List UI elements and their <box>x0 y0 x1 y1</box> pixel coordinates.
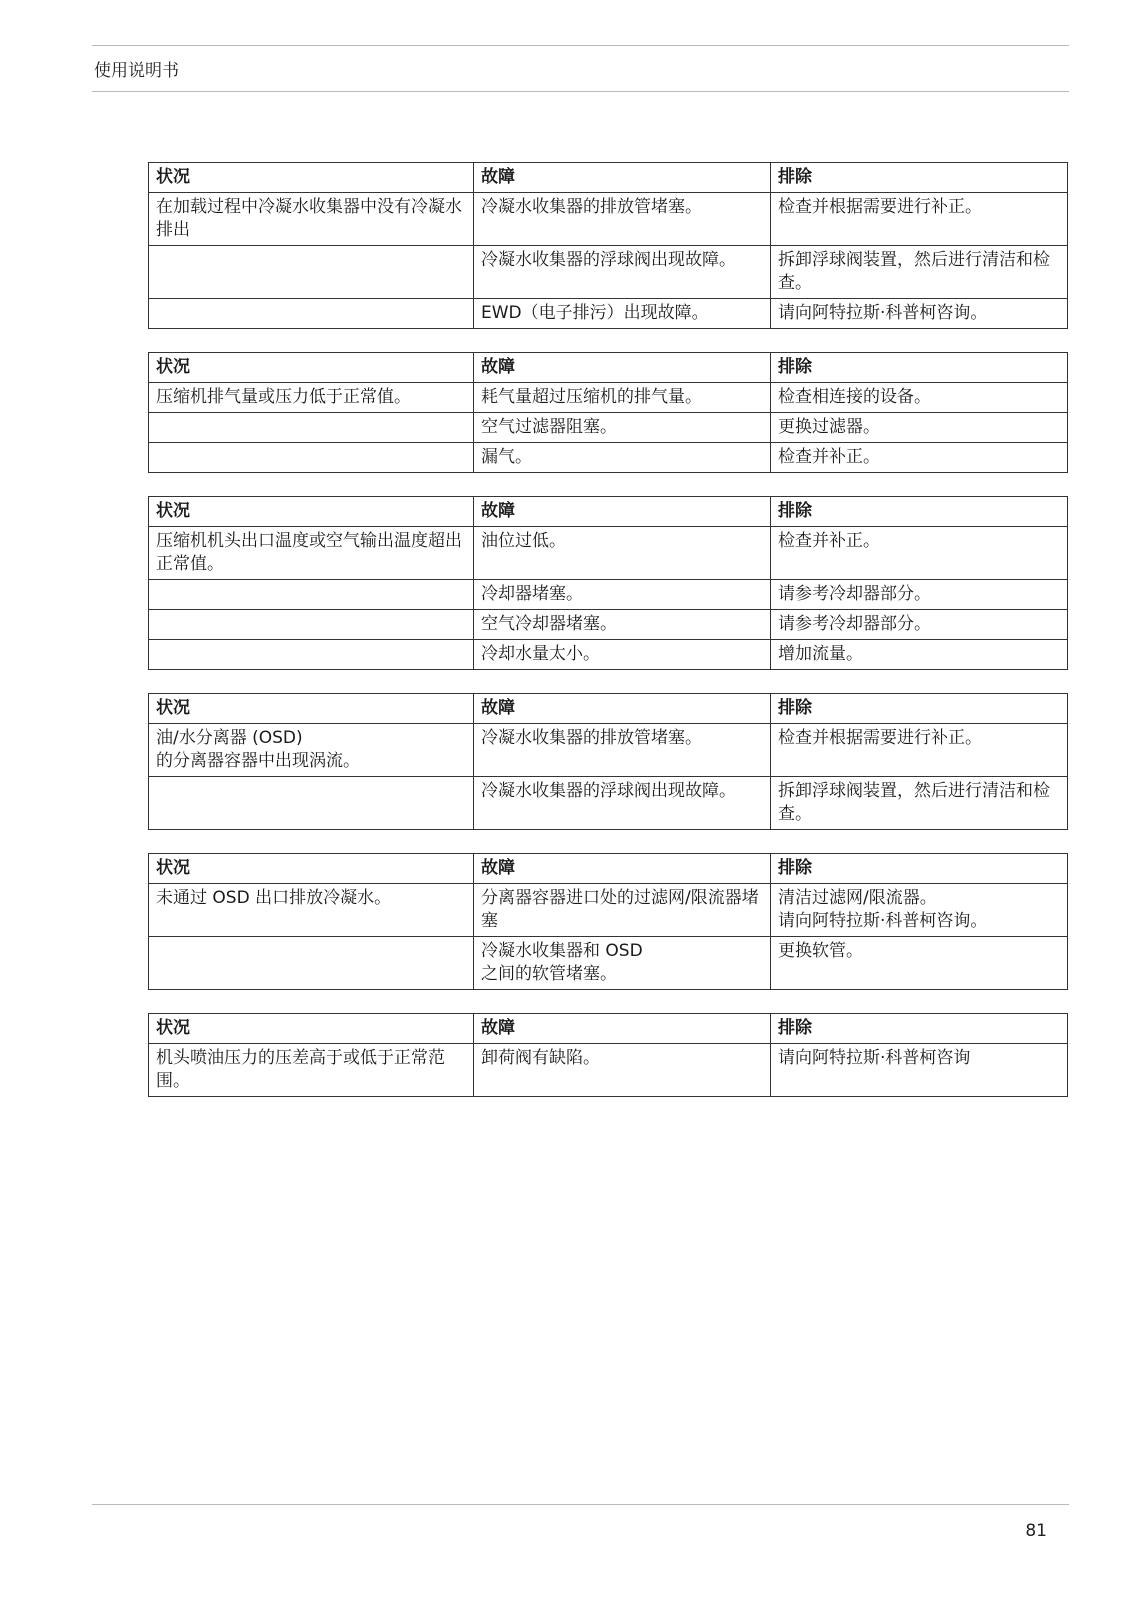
table-header-row <box>149 353 1068 383</box>
cell-condition <box>149 640 474 670</box>
header-top-rule <box>92 45 1069 46</box>
cell-fault: 冷却器堵塞。 <box>474 580 771 610</box>
cell-fault: 漏气。 <box>474 443 771 473</box>
table-header-row <box>149 1014 1068 1044</box>
cell-condition <box>149 246 474 299</box>
table-row <box>149 527 1068 580</box>
cell-condition: 机头喷油压力的压差高于或低于正常范围。 <box>149 1044 474 1097</box>
cell-condition: 在加载过程中冷凝水收集器中没有冷凝水排出 <box>149 193 474 246</box>
header-remedy: 排除 <box>771 854 1068 884</box>
cell-condition <box>149 299 474 329</box>
fault-table <box>148 1013 1068 1097</box>
cell-condition <box>149 937 474 990</box>
cell-fault: 冷凝水收集器和 OSD 之间的软管堵塞。 <box>474 937 771 990</box>
table-header-row <box>149 497 1068 527</box>
cell-condition: 压缩机排气量或压力低于正常值。 <box>149 383 474 413</box>
header-fault: 故障 <box>474 1014 771 1044</box>
cell-fault: 冷却水量太小。 <box>474 640 771 670</box>
cell-remedy: 检查并根据需要进行补正。 <box>771 193 1068 246</box>
cell-fault: 耗气量超过压缩机的排气量。 <box>474 383 771 413</box>
table-row <box>149 1044 1068 1097</box>
cell-fault: 冷凝水收集器的浮球阀出现故障。 <box>474 777 771 830</box>
table-row <box>149 246 1068 299</box>
fault-table <box>148 352 1068 473</box>
cell-fault: 冷凝水收集器的排放管堵塞。 <box>474 193 771 246</box>
fault-table <box>148 853 1068 990</box>
header-remedy: 排除 <box>771 497 1068 527</box>
header-fault: 故障 <box>474 497 771 527</box>
header-fault: 故障 <box>474 694 771 724</box>
cell-remedy: 拆卸浮球阀装置，然后进行清洁和检查。 <box>771 246 1068 299</box>
header-condition: 状况 <box>149 353 474 383</box>
table-row <box>149 383 1068 413</box>
cell-remedy: 检查相连接的设备。 <box>771 383 1068 413</box>
table-row <box>149 193 1068 246</box>
cell-remedy: 请参考冷却器部分。 <box>771 610 1068 640</box>
cell-condition: 油/水分离器 (OSD) 的分离器容器中出现涡流。 <box>149 724 474 777</box>
header-fault: 故障 <box>474 854 771 884</box>
fault-table <box>148 162 1068 329</box>
footer-rule <box>92 1504 1069 1505</box>
cell-fault: 油位过低。 <box>474 527 771 580</box>
cell-remedy: 更换过滤器。 <box>771 413 1068 443</box>
header-remedy: 排除 <box>771 163 1068 193</box>
table-row <box>149 640 1068 670</box>
cell-fault: 分离器容器进口处的过滤网/限流器堵塞 <box>474 884 771 937</box>
header-condition: 状况 <box>149 854 474 884</box>
cell-remedy: 请向阿特拉斯·科普柯咨询。 <box>771 299 1068 329</box>
header-remedy: 排除 <box>771 353 1068 383</box>
table-header-row <box>149 694 1068 724</box>
cell-fault: EWD（电子排污）出现故障。 <box>474 299 771 329</box>
fault-table <box>148 693 1068 830</box>
document-title: 使用说明书 <box>94 61 179 81</box>
table-header-row <box>149 163 1068 193</box>
cell-remedy: 更换软管。 <box>771 937 1068 990</box>
header-bottom-rule <box>92 91 1069 92</box>
table-header-row <box>149 854 1068 884</box>
cell-remedy: 检查并根据需要进行补正。 <box>771 724 1068 777</box>
table-row <box>149 884 1068 937</box>
fault-table <box>148 496 1068 670</box>
table-row <box>149 413 1068 443</box>
table-row <box>149 724 1068 777</box>
header-fault: 故障 <box>474 163 771 193</box>
cell-condition <box>149 443 474 473</box>
cell-condition <box>149 580 474 610</box>
cell-condition: 未通过 OSD 出口排放冷凝水。 <box>149 884 474 937</box>
page-number: 81 <box>1025 1521 1047 1541</box>
cell-remedy: 拆卸浮球阀装置，然后进行清洁和检查。 <box>771 777 1068 830</box>
table-row <box>149 443 1068 473</box>
header-remedy: 排除 <box>771 694 1068 724</box>
troubleshooting-tables <box>148 162 1067 1120</box>
cell-remedy: 检查并补正。 <box>771 443 1068 473</box>
cell-remedy: 增加流量。 <box>771 640 1068 670</box>
cell-remedy: 检查并补正。 <box>771 527 1068 580</box>
cell-condition <box>149 610 474 640</box>
cell-fault: 空气过滤器阻塞。 <box>474 413 771 443</box>
header-remedy: 排除 <box>771 1014 1068 1044</box>
cell-fault: 空气冷却器堵塞。 <box>474 610 771 640</box>
table-row <box>149 580 1068 610</box>
header-fault: 故障 <box>474 353 771 383</box>
cell-remedy: 请参考冷却器部分。 <box>771 580 1068 610</box>
table-row <box>149 299 1068 329</box>
header-condition: 状况 <box>149 1014 474 1044</box>
cell-fault: 冷凝水收集器的排放管堵塞。 <box>474 724 771 777</box>
cell-condition <box>149 777 474 830</box>
cell-remedy: 请向阿特拉斯·科普柯咨询 <box>771 1044 1068 1097</box>
cell-fault: 卸荷阀有缺陷。 <box>474 1044 771 1097</box>
header-condition: 状况 <box>149 163 474 193</box>
table-row <box>149 937 1068 990</box>
header-condition: 状况 <box>149 497 474 527</box>
table-row <box>149 610 1068 640</box>
table-row <box>149 777 1068 830</box>
cell-fault: 冷凝水收集器的浮球阀出现故障。 <box>474 246 771 299</box>
cell-remedy: 清洁过滤网/限流器。 请向阿特拉斯·科普柯咨询。 <box>771 884 1068 937</box>
header-condition: 状况 <box>149 694 474 724</box>
cell-condition: 压缩机机头出口温度或空气输出温度超出正常值。 <box>149 527 474 580</box>
cell-condition <box>149 413 474 443</box>
